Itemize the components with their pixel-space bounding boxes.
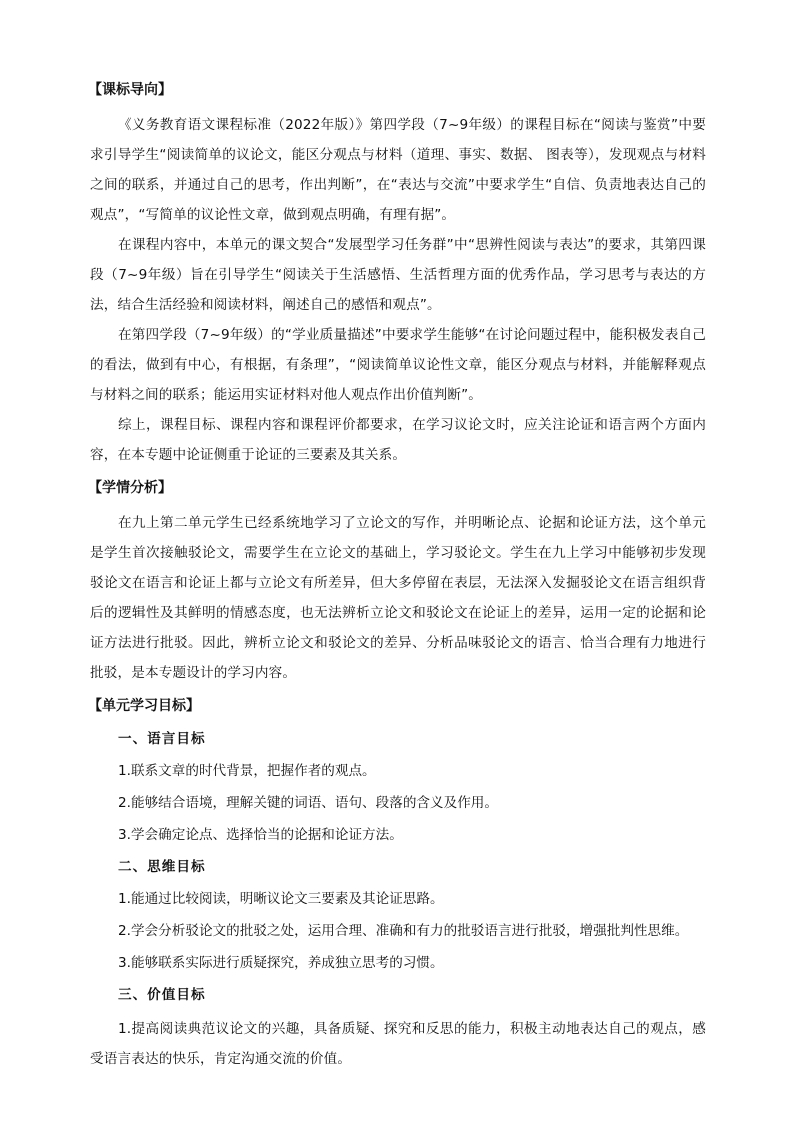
thinking-objective-3: 3.能够联系实际进行质疑探究，养成独立思考的习惯。: [118, 955, 444, 971]
guidance-paragraph-1: 《义务教育语文课程标准（2022年版）》第四学段（7~9年级）的课程目标在“阅读与鉴赏”中要求引导学生“阅读简单的议论文，能区分观点与材料（道理、事实、数据、 图表等），发现观点与材料之间的联系，并通过自己的思考，作出判断”，在“表达与交流”中要求学生“自信、负责地表达自己的观点”，“写简单的议论性文章，做到观点明确，有理有据”。: [90, 117, 706, 223]
objective-group-title-language: 一、语言目标: [118, 731, 206, 747]
section-heading-analysis: 【学情分析】: [88, 480, 172, 496]
language-objective-1: 1.联系文章的时代背景，把握作者的观点。: [118, 763, 376, 779]
language-objective-2: 2.能够结合语境，理解关键的词语、语句、段落的含义及作用。: [118, 795, 498, 811]
document-body: [90, 80, 706, 1074]
thinking-objective-2: 2.学会分析驳论文的批驳之处，运用合理、准确和有力的批驳语言进行批驳，增强批判性思维。: [118, 923, 689, 939]
guidance-paragraph-2: 在课程内容中，本单元的课文契合“发展型学习任务群”中“思辨性阅读与表达”的要求，其第四课段（7~9年级）旨在引导学生“阅读关于生活感悟、生活哲理方面的优秀作品，学习思考与表达的方法，结合生活经验和阅读材料，阐述自己的感悟和观点”。: [90, 237, 706, 313]
section-heading-guidance: 【课标导向】: [88, 82, 172, 98]
value-objective-1: 1.提高阅读典范议论文的兴趣，具备质疑、探究和反思的能力，积极主动地表达自己的观点，感受语言表达的快乐，肯定沟通交流的价值。: [90, 1021, 706, 1067]
guidance-paragraph-4: 综上，课程目标、课程内容和课程评价都要求，在学习议论文时，应关注论证和语言两个方面内容，在本专题中论证侧重于论证的三要素及其关系。: [90, 417, 706, 463]
objective-group-title-value: 三、价值目标: [118, 987, 206, 1003]
thinking-objective-1: 1.能通过比较阅读，明晰议论文三要素及其论证思路。: [118, 891, 444, 907]
section-heading-objectives: 【单元学习目标】: [88, 698, 200, 714]
analysis-paragraph-1: 在九上第二单元学生已经系统地学习了立论文的写作，并明晰论点、论据和论证方法，这个单元是学生首次接触驳论文，需要学生在立论文的基础上，学习驳论文。学生在九上学习中能够初步发现驳论文在语言和论证上都与立论文有所差异，但大多停留在表层，无法深入发掘驳论文在语言组织背后的逻辑性及其鲜明的情感态度，也无法辨析立论文和驳论文在论证上的差异，运用一定的论据和论证方法进行批驳。因此，辨析立论文和驳论文的差异、分析品味驳论文的语言、恰当合理有力地进行批驳，是本专题设计的学习内容。: [90, 515, 706, 681]
guidance-paragraph-3: 在第四学段（7~9年级）的“学业质量描述”中要求学生能够“在讨论问题过程中，能积极发表自己的看法，做到有中心，有根据，有条理”，“阅读简单议论性文章，能区分观点与材料，并能解释观点与材料之间的联系；能运用实证材料对他人观点作出价值判断”。: [90, 327, 706, 403]
language-objective-3: 3.学会确定论点、选择恰当的论据和论证方法。: [118, 827, 403, 843]
objective-group-title-thinking: 二、思维目标: [118, 859, 206, 875]
